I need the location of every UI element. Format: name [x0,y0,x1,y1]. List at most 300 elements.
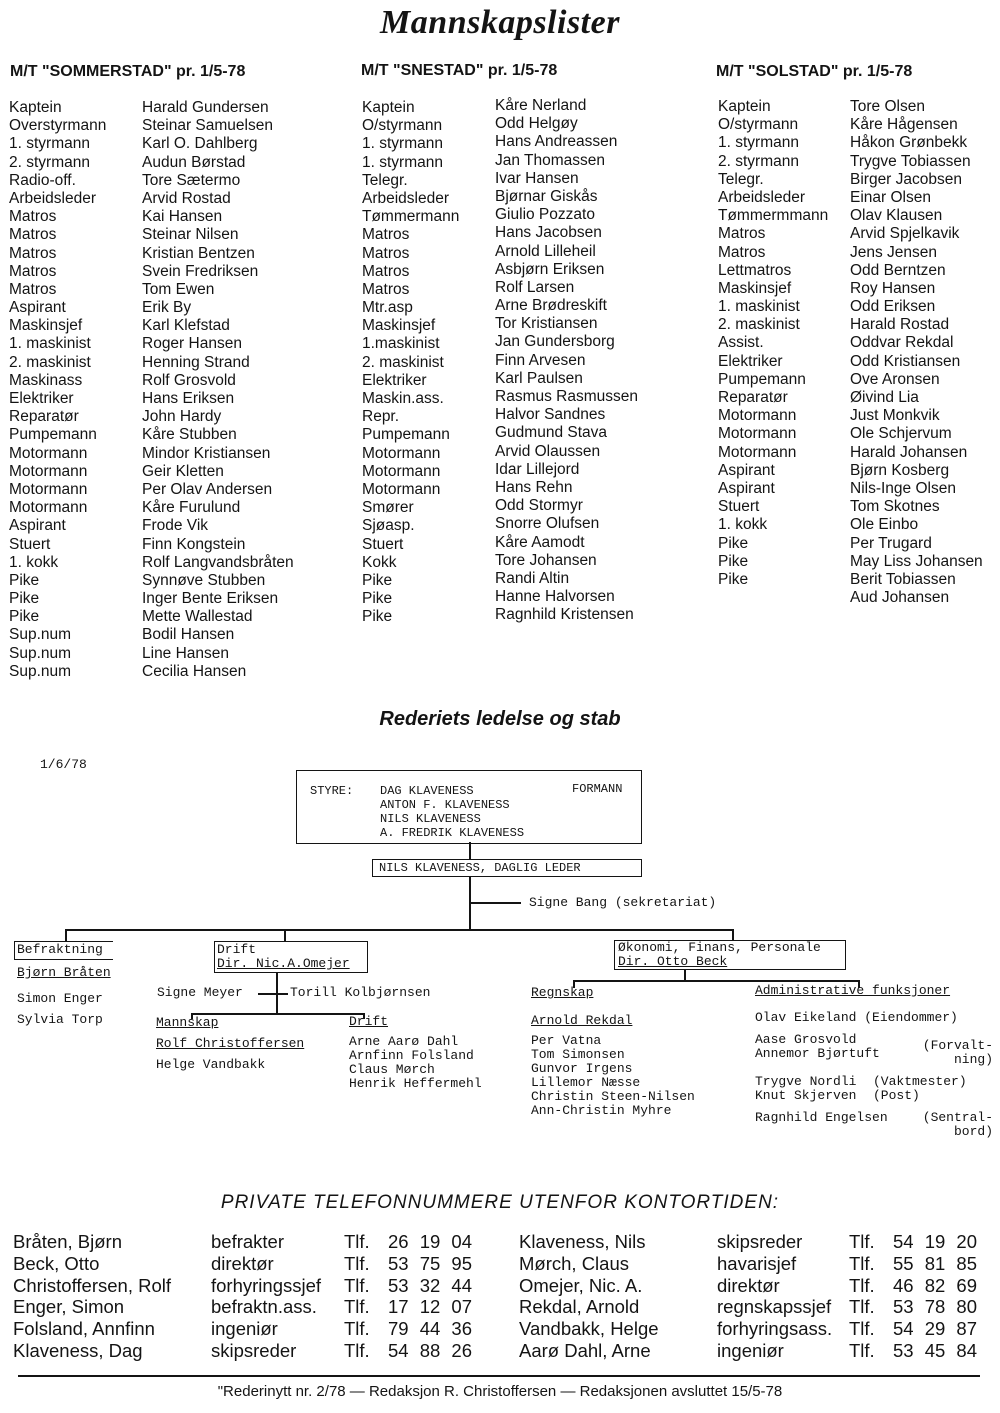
crew-rank: Pike [718,570,749,588]
befraktning-head: Bjørn Bråten [17,965,111,980]
phone-name: Beck, Otto [13,1252,100,1274]
crew-rank: Pike [718,534,749,552]
drift-head: Dir. Nic.A.Omejer [217,956,350,971]
crew-name: Aud Johansen [850,589,950,607]
tlf-label: Tlf. [849,1318,875,1340]
phone-number: 53 75 95 [388,1252,473,1274]
crew-name: Hans Andreassen [495,133,618,151]
phone-role: ingeniør [211,1318,278,1340]
crew-name: Randi Altin [495,569,570,587]
crew-name: Olav Klausen [850,207,943,225]
crew-rank: Sjøasp. [362,517,415,535]
phone-number: 46 82 69 [893,1274,978,1296]
crew-name: Kåre Stubben [142,426,237,444]
phone-number: 55 81 85 [893,1252,978,1274]
crew-rank: Matros [9,226,57,244]
drift-sub-staff [349,1035,482,1091]
connector [284,929,286,941]
staff-name: Arne Aarø Dahl [349,1034,459,1049]
admin-item [755,1111,888,1125]
crew-name: Odd Eriksen [850,298,936,316]
crew-rank: Assist. [718,334,764,352]
connector [684,969,686,980]
crew-rank: 2. styrmann [718,152,799,170]
crew-name: Arnold Lilleheil [495,242,596,260]
crew-name: Audun Børstad [142,153,246,171]
styre-member: NILS KLAVENESS [380,812,481,826]
crew-name: Harald Rostad [850,316,950,334]
crew-rank: Pumpemann [9,426,97,444]
crew-rank: 2. maskinist [362,353,444,371]
phone-role: befrakter [211,1231,285,1252]
admin-name: Olav Eikeland [755,1010,857,1025]
crew-rank: 2. styrmann [9,153,90,171]
crew-name: Just Monkvik [850,407,940,425]
okonomi-title: Økonomi, Finans, Personale [618,940,821,955]
admin-item [755,1011,958,1025]
connector [258,993,288,995]
crew-name: Jan Gundersborg [495,333,615,351]
tlf-label: Tlf. [344,1339,370,1361]
phones-title: PRIVATE TELEFONNUMMERE UTENFOR KONTORTIDEN: [220,1192,780,1213]
crew-name: Geir Kletten [142,462,224,480]
crew-name: Harald Gundersen [142,99,269,116]
crew-rank: 1. styrmann [362,135,443,153]
crew-rank: 1. styrmann [718,134,799,152]
phones-left-numbers [388,1231,472,1362]
mannskap-title: Mannskap [156,1015,219,1030]
crew-rank: Motormann [718,407,797,425]
crew-rank: Pike [362,608,393,626]
crew-rank: 1. kokk [9,553,59,571]
phone-number: 53 78 80 [893,1296,978,1318]
crew-name: Rolf Langvandsbråten [142,553,294,571]
crew-rank: Motormann [718,443,797,461]
crew-name: Kåre Nerland [495,97,587,114]
crew-rank: Stuert [718,498,760,516]
crew-name: Kai Hansen [142,208,223,226]
phone-number: 79 44 36 [388,1318,473,1340]
crew-rank: Matros [362,244,410,262]
crew-name: Odd Helgøy [495,115,578,133]
phone-name: Mørch, Claus [519,1252,629,1274]
crew-name: Hanne Halvorsen [495,588,615,606]
crew-name: Hans Jacobsen [495,224,602,242]
daglig-leder: NILS KLAVENESS, DAGLIG LEDER [379,861,581,875]
tlf-label: Tlf. [849,1252,875,1274]
connector [469,902,521,904]
admin-role: (Vaktmester) [873,1074,967,1089]
ship-header-snestad: M/T "SNESTAD" pr. 1/5-78 [361,62,558,79]
phone-role: forhyringsass. [717,1318,833,1340]
befraktning-box [14,941,113,960]
phone-name: Rekdal, Arnold [519,1296,640,1318]
staff-name: Helge Vandbakk [156,1057,266,1072]
crew-name: Mette Wallestad [142,608,253,626]
crew-rank: Pumpemann [718,370,806,388]
admin-name: Trygve Nordli [755,1074,857,1089]
phone-number: 54 19 20 [893,1231,978,1252]
styre-member: DAG KLAVENESS [380,784,474,798]
phone-role: forhyringssjef [211,1274,322,1296]
phone-role: skipsreder [717,1231,803,1252]
styre-label: STYRE: [310,784,354,798]
org-date: 1/6/78 [40,757,87,772]
admin-title: Administrative funksjoner [755,983,951,998]
styre-box [296,770,642,844]
crew-name: Einar Olsen [850,188,931,206]
phone-number: 53 32 44 [388,1274,473,1296]
crew-name: Frode Vik [142,517,209,535]
crew-rank: 1.maskinist [362,335,440,353]
solstad-names [850,98,983,607]
phones-left-tlf [344,1231,370,1362]
crew-rank: Arbeidsleder [362,189,450,207]
drift-title: Drift [217,942,257,957]
crew-name: Mindor Kristiansen [142,444,271,462]
crew-rank: Stuert [9,535,51,553]
staff-name: Christin Steen-Nilsen [531,1089,695,1104]
crew-name: Bjørn Kosberg [850,461,950,479]
crew-name: Karl Paulsen [495,369,583,387]
befraktning-title: Befraktning [17,942,103,957]
crew-rank: Telegr. [718,170,764,188]
admin-role: bord) [953,1124,993,1139]
crew-rank: Pumpemann [362,426,450,444]
crew-rank: Pike [362,571,393,589]
crew-rank: Reparatør [718,389,788,406]
sekretariat: Signe Bang (sekretariat) [529,895,717,910]
crew-name: May Liss Johansen [850,552,983,570]
crew-rank: Pike [718,552,749,570]
crew-name: Arvid Olaussen [495,442,601,460]
staff-name: Arnfinn Folsland [349,1048,474,1063]
phone-role: befraktn.ass. [211,1296,317,1318]
crew-name: Tore Sætermo [142,171,241,189]
crew-rank: Matros [9,208,57,226]
crew-rank: 2. maskinist [718,316,800,334]
crew-name: Jens Jensen [850,243,938,261]
crew-rank: Kaptein [9,99,62,116]
tlf-label: Tlf. [849,1296,875,1318]
regnskap-staff [531,1034,695,1118]
mannskap-head: Rolf Christoffersen [156,1036,305,1051]
phone-role: ingeniør [717,1339,784,1361]
crew-rank: Kokk [362,553,397,571]
phone-name: Bråten, Bjørn [13,1231,122,1252]
crew-name: Harald Johansen [850,443,968,461]
regnskap-title: Regnskap [531,985,594,1000]
crew-rank: 1. kokk [718,516,768,534]
tlf-label: Tlf. [344,1318,370,1340]
crew-name: Finn Kongstein [142,535,246,553]
connector [65,929,67,941]
styre-member: ANTON F. KLAVENESS [380,798,510,812]
crew-rank: O/styrmann [718,116,799,134]
crew-rank: Maskinsjef [718,279,792,297]
phone-number: 54 29 87 [893,1318,978,1340]
crew-rank: Elektriker [9,390,74,407]
ship-header-sommerstad: M/T "SOMMERSTAD" pr. 1/5-78 [10,63,246,80]
crew-name: Roger Hansen [142,335,242,353]
admin-role: (Eiendommer) [864,1010,958,1025]
admin-item-role [907,1111,993,1139]
styre-members [380,784,524,840]
crew-name: Odd Stormyr [495,497,583,515]
crew-name: Tore Johansen [495,551,597,569]
crew-rank: Motormann [9,444,88,462]
crew-rank: Sup.num [9,644,72,662]
staff-name: Henrik Heffermehl [349,1076,482,1091]
snestad-ranks [362,99,459,626]
phones-left-roles [211,1231,321,1362]
crew-name: Roy Hansen [850,279,936,297]
crew-name: Rolf Larsen [495,278,575,296]
crew-rank: Matros [362,226,410,244]
connector [573,980,859,982]
daglig-leder-box [372,859,642,877]
crew-rank: Aspirant [9,517,66,535]
crew-name: Idar Lillejord [495,460,580,478]
page-title: Mannskapslister [380,4,620,41]
crew-rank: Motormann [362,480,441,498]
crew-rank: Motormann [9,480,88,498]
phone-role: havarisjef [717,1252,797,1274]
staff-name: Claus Mørch [349,1062,435,1077]
crew-name: Gudmund Stava [495,424,608,442]
befraktning-staff [17,988,103,1030]
crew-name: Rasmus Rasmussen [495,388,638,405]
connector [469,842,471,859]
crew-rank: Matros [718,225,766,243]
crew-name: Tom Skotnes [850,498,940,516]
phone-name: Aarø Dahl, Arne [519,1339,651,1361]
crew-name: Steinar Nilsen [142,226,239,244]
phone-number: 53 45 84 [893,1339,978,1361]
crew-rank: Tømmermann [362,208,460,226]
crew-rank: Aspirant [718,479,775,497]
phones-left-names [13,1231,171,1362]
crew-rank: Kaptein [362,99,415,116]
phone-name: Omejer, Nic. A. [519,1274,643,1296]
crew-rank: Reparatør [9,408,79,426]
crew-rank: Arbeidsleder [9,189,97,207]
crew-rank: Repr. [362,408,400,426]
crew-rank: Pike [362,590,393,608]
crew-name: Halvor Sandnes [495,406,606,424]
phone-name: Enger, Simon [13,1296,125,1318]
admin-item [755,1075,856,1103]
crew-rank: Sup.num [9,662,72,680]
footer-text: "Rederinytt nr. 2/78 — Redaksjon R. Christoffersen — Redaksjonen avsluttet 15/5-78 [217,1383,783,1400]
phones-right-numbers [893,1231,977,1362]
admin-name: Knut Skjerven [755,1088,857,1103]
tlf-label: Tlf. [344,1296,370,1318]
crew-name: Birger Jacobsen [850,170,963,188]
crew-name: Cecilia Hansen [142,662,247,680]
drift-sub-title: Drift [349,1014,389,1029]
crew-name: Steinar Samuelsen [142,117,273,135]
mannskap-staff [156,1058,265,1072]
staff-name: Lillemor Næsse [531,1075,641,1090]
tlf-label: Tlf. [344,1231,370,1252]
crew-rank: Maskin.ass. [362,390,444,407]
crew-name: Finn Arvesen [495,351,586,369]
crew-rank: Motormann [362,462,441,480]
crew-name: Bjørnar Giskås [495,187,598,205]
phone-name: Folsland, Annfinn [13,1318,155,1340]
staff-name: Simon Enger [17,991,103,1006]
crew-name: Inger Bente Eriksen [142,590,279,608]
crew-name: Line Hansen [142,644,230,662]
crew-name: Odd Kristiansen [850,352,961,370]
crew-rank: Matros [718,243,766,261]
crew-name: Trygve Tobiassen [850,152,971,170]
crew-rank: Maskinsjef [362,317,436,335]
phone-name: Klaveness, Nils [519,1231,646,1252]
admin-item [755,1033,880,1061]
snestad-names [495,97,638,624]
drift-box [214,941,368,973]
styre-formann: FORMANN [572,782,623,796]
crew-rank: Elektriker [718,352,783,370]
crew-rank: 1. maskinist [9,335,91,353]
crew-name: Synnøve Stubben [142,571,266,589]
admin-role: (Post) [873,1088,920,1103]
styre-member: A. FREDRIK KLAVENESS [380,826,525,840]
okonomi-head: Dir. Otto Beck [618,954,728,969]
phones-right-tlf [849,1231,875,1362]
connector [65,929,733,931]
phone-name: Vandbakk, Helge [519,1318,659,1340]
crew-name: Oddvar Rekdal [850,334,954,352]
crew-name: Håkon Grønbekk [850,134,968,152]
crew-name: Øivind Lia [850,389,919,406]
crew-rank: Matros [362,262,410,280]
crew-name: Kåre Furulund [142,499,241,517]
crew-rank: 2. maskinist [9,353,91,371]
crew-name: Karl O. Dahlberg [142,135,258,153]
crew-name: Arne Brødreskift [495,297,607,315]
crew-rank: Pike [9,608,40,626]
crew-rank: Radio-off. [9,171,76,189]
org-chart [0,740,1000,1180]
tlf-label: Tlf. [849,1231,875,1252]
tlf-label: Tlf. [849,1339,875,1361]
crew-name: Giulio Pozzato [495,206,595,224]
crew-name: Ole Schjervum [850,425,952,443]
admin-name: Ragnhild Engelsen [755,1110,888,1125]
admin-role: (Forvalt- [922,1038,993,1053]
solstad-ranks [718,98,828,589]
crew-rank: Kaptein [718,98,771,115]
admin-name: Aase Grosvold [755,1032,857,1047]
crew-rank: Maskinsjef [9,317,83,335]
staff-name: Ann-Christin Myhre [531,1103,672,1118]
crew-name: Hans Rehn [495,478,573,496]
crew-rank: Aspirant [718,461,775,479]
crew-rank: Matros [9,244,57,262]
crew-rank: Aspirant [9,299,66,317]
crew-name: Jan Thomassen [495,151,605,169]
drift-right-person: Torill Kolbjørnsen [290,985,431,1000]
crew-name: Ivar Hansen [495,169,579,187]
crew-rank: Motormann [718,425,797,443]
crew-rank: Pike [9,590,40,608]
phone-name: Christoffersen, Rolf [13,1274,171,1296]
crew-rank: Matros [362,280,410,298]
sommerstad-names [142,99,294,681]
crew-rank: Arbeidsleder [718,188,806,206]
admin-name: Annemor Bjørtuft [755,1046,880,1061]
crew-name: Karl Klefstad [142,317,230,335]
crew-name: Ragnhild Kristensen [495,606,634,624]
footer-rule [18,1375,980,1377]
staff-name: Per Vatna [531,1033,602,1048]
crew-name: Ove Aronsen [850,370,940,388]
crew-rank: Smører [362,499,414,517]
phone-name: Klaveness, Dag [13,1339,143,1361]
crew-name: Tore Olsen [850,98,925,115]
crew-name: Snorre Olufsen [495,515,600,533]
crew-name: Erik By [142,299,192,317]
regnskap-head: Arnold Rekdal [531,1013,633,1028]
org-title: Rederiets ledelse og stab [379,708,621,730]
phone-role: regnskapssjef [717,1296,832,1318]
phone-number: 54 88 26 [388,1339,473,1361]
crew-rank: 1. styrmann [9,135,90,153]
crew-name: Svein Fredriksen [142,262,259,280]
crew-rank: Telegr. [362,171,408,189]
crew-name: Kåre Aamodt [495,533,585,551]
crew-name: Per Olav Andersen [142,480,273,498]
crew-name: Arvid Rostad [142,189,231,207]
crew-name: Arvid Spjelkavik [850,225,960,243]
crew-rank: 1. styrmann [362,153,443,171]
crew-name: Kristian Bentzen [142,244,255,262]
phone-role: direktør [717,1274,780,1296]
tlf-label: Tlf. [344,1252,370,1274]
crew-name: Kåre Hågensen [850,116,958,134]
crew-rank: 1. maskinist [718,298,800,316]
crew-rank: Matros [9,280,57,298]
crew-rank: Overstyrmann [9,117,107,135]
crew-name: Odd Berntzen [850,261,946,279]
crew-name: Nils-Inge Olsen [850,479,956,497]
crew-rank: Elektriker [362,371,427,389]
phone-role: skipsreder [211,1339,297,1361]
ship-header-solstad: M/T "SOLSTAD" pr. 1/5-78 [716,63,913,80]
crew-name: Hans Eriksen [142,390,235,407]
crew-rank: Motormann [9,462,88,480]
tlf-label: Tlf. [849,1274,875,1296]
crew-rank: O/styrmann [362,117,443,135]
crew-name: Henning Strand [142,353,250,371]
crew-name: Ole Einbo [850,516,919,534]
phones-right-roles [717,1231,832,1362]
crew-rank: Motormann [362,444,441,462]
crew-name: Bodil Hansen [142,626,235,644]
crew-name: Tom Ewen [142,280,215,298]
staff-name: Tom Simonsen [531,1047,625,1062]
phones-right-names [519,1231,659,1362]
crew-name: Asbjørn Eriksen [495,260,605,278]
crew-name: John Hardy [142,408,222,426]
staff-name: Sylvia Torp [17,1012,103,1027]
crew-name: Berit Tobiassen [850,570,956,588]
admin-item-role [873,1075,967,1103]
crew-rank: Tømmermmann [718,207,829,225]
